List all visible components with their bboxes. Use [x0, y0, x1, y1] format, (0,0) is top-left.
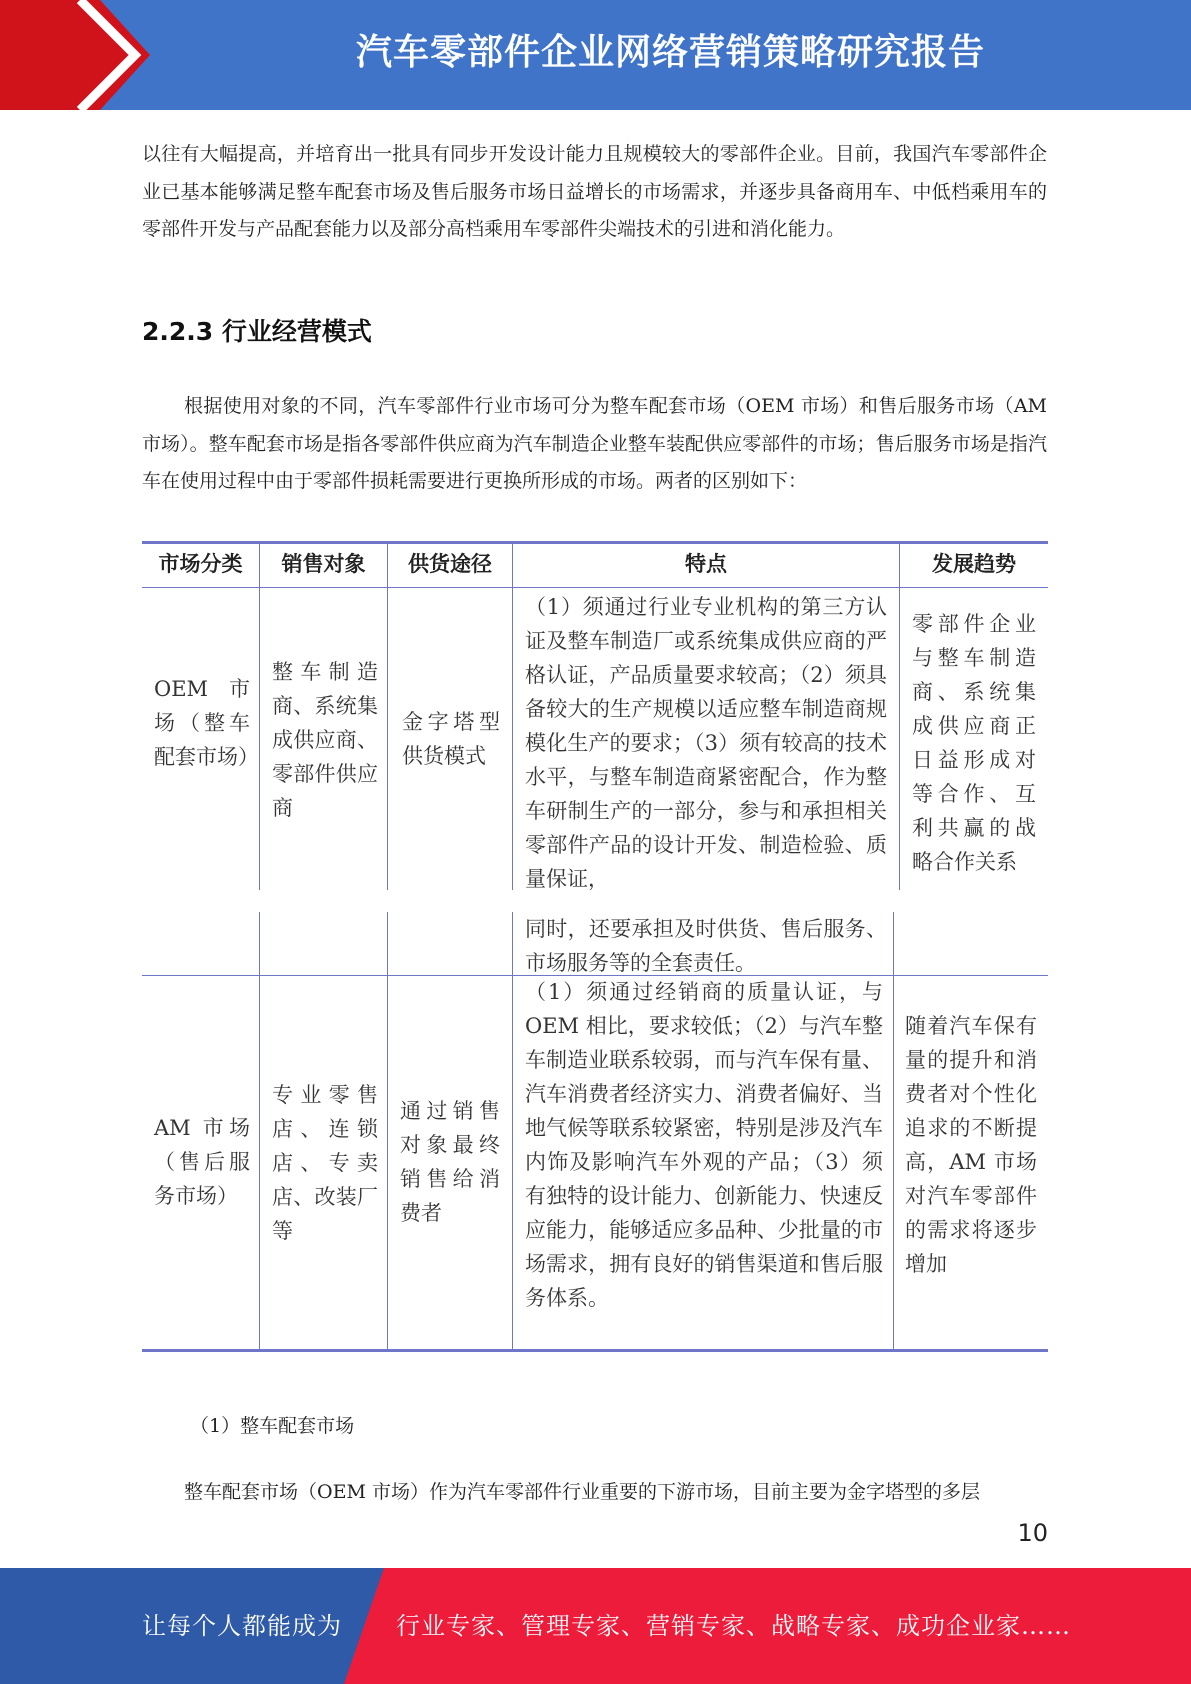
footer-slogan-left: 让每个人都能成为	[142, 1612, 342, 1640]
page-header	[0, 0, 1191, 110]
am-target-cell: 专业零售店、连锁店、专卖店、改装厂等	[272, 1083, 378, 1243]
oem-features-clip	[513, 588, 899, 890]
document-title: 汽车零部件企业网络营销策略研究报告	[355, 32, 985, 73]
section-paragraph: 根据使用对象的不同，汽车零部件行业市场可分为整车配套市场（OEM 市场）和售后服务市场（AM 市场）。整车配套市场是指各零部件供应商为汽车制造企业整车装配供应零部件的市场；售后服务市场是指汽车在使用过程中由于零部件损耗需要进行更换所形成的市场。两者的区别如下：	[142, 395, 1047, 492]
header-sales-target: 销售对象	[281, 552, 366, 576]
oem-features-continued: 同时，还要承担及时供货、售后服务、市场服务等的全套责任。	[525, 917, 887, 975]
oem-trend-cell: 零部件企业与整车制造商、系统集成供应商正日益形成对等合作、互利共赢的战略合作关系	[912, 612, 1036, 874]
header-market-category: 市场分类	[158, 552, 243, 576]
table-col-divider	[259, 912, 260, 1352]
page-number: 10	[1017, 1519, 1048, 1547]
table-col-divider	[387, 912, 388, 1352]
closing-paragraph: 整车配套市场（OEM 市场）作为汽车零部件行业重要的下游市场，目前主要为金字塔型的多层	[184, 1481, 980, 1503]
am-features-cell: （1）须通过经销商的质量认证，与OEM 相比，要求较低；（2）与汽车整车制造业联系较弱，而与汽车保有量、汽车消费者经济实力、消费者偏好、当地气候等联系较紧密，特别是涉及汽车内饰及影响汽车外观的产品；（3）须有独特的设计能力、创新能力、快速反应能力，能够适应多品种、少批量的市场需求，拥有良好的销售渠道和售后服务体系。	[525, 980, 883, 1310]
am-trend-cell: 随着汽车保有量的提升和消费者对个性化追求的不断提高，AM 市场对汽车零部件的需求将逐步增加	[905, 1014, 1037, 1276]
section-heading: 2.2.3 行业经营模式	[142, 317, 372, 346]
header-supply-channel: 供货途径	[408, 552, 492, 576]
oem-target-cell: 整车制造商、系统集成供应商、零部件供应商	[272, 660, 378, 820]
header-features: 特点	[685, 552, 727, 576]
header-chevron-decoration	[0, 0, 150, 110]
table-col-divider	[512, 912, 513, 1352]
table-col-divider	[899, 541, 900, 890]
table-col-divider	[893, 912, 894, 1352]
comparison-table	[142, 541, 1048, 1352]
page-footer	[0, 1568, 1191, 1684]
table-bottom-border	[142, 1349, 1048, 1352]
oem-category-cell: OEM 市场（整车配套市场）	[154, 677, 259, 769]
table-col-divider	[259, 541, 260, 890]
intro-paragraph: 以往有大幅提高，并培育出一批具有同步开发设计能力且规模较大的零部件企业。目前，我国汽车零部件企业已基本能够满足整车配套市场及售后服务市场日益增长的市场需求，并逐步具备商用车、中低档乘用车的零部件开发与产品配套能力以及部分高档乘用车零部件尖端技术的引进和消化能力。	[142, 143, 1047, 240]
table-col-divider	[387, 541, 388, 890]
am-category-cell: AM 市场（售后服务市场）	[154, 1116, 250, 1208]
subheading-oem-market: （1）整车配套市场	[190, 1415, 355, 1437]
header-trend: 发展趋势	[932, 552, 1016, 576]
oem-features-cell: （1）须通过行业专业机构的第三方认证及整车制造厂或系统集成供应商的严格认证，产品质量要求较高；（2）须具备较大的生产规模以适应整车制造商规模化生产的要求；（3）须有较高的技术水平，与整车制造商紧密配合，作为整车研制生产的一部分，参与和承担相关零部件产品的设计开发、制造检验、质量保证，	[525, 595, 887, 890]
footer-slogan-right: 行业专家、管理专家、营销专家、战略专家、成功企业家……	[396, 1612, 1071, 1640]
oem-channel-cell: 金字塔型供货模式	[402, 710, 500, 768]
am-channel-cell: 通过销售对象最终销售给消费者	[400, 1099, 500, 1225]
